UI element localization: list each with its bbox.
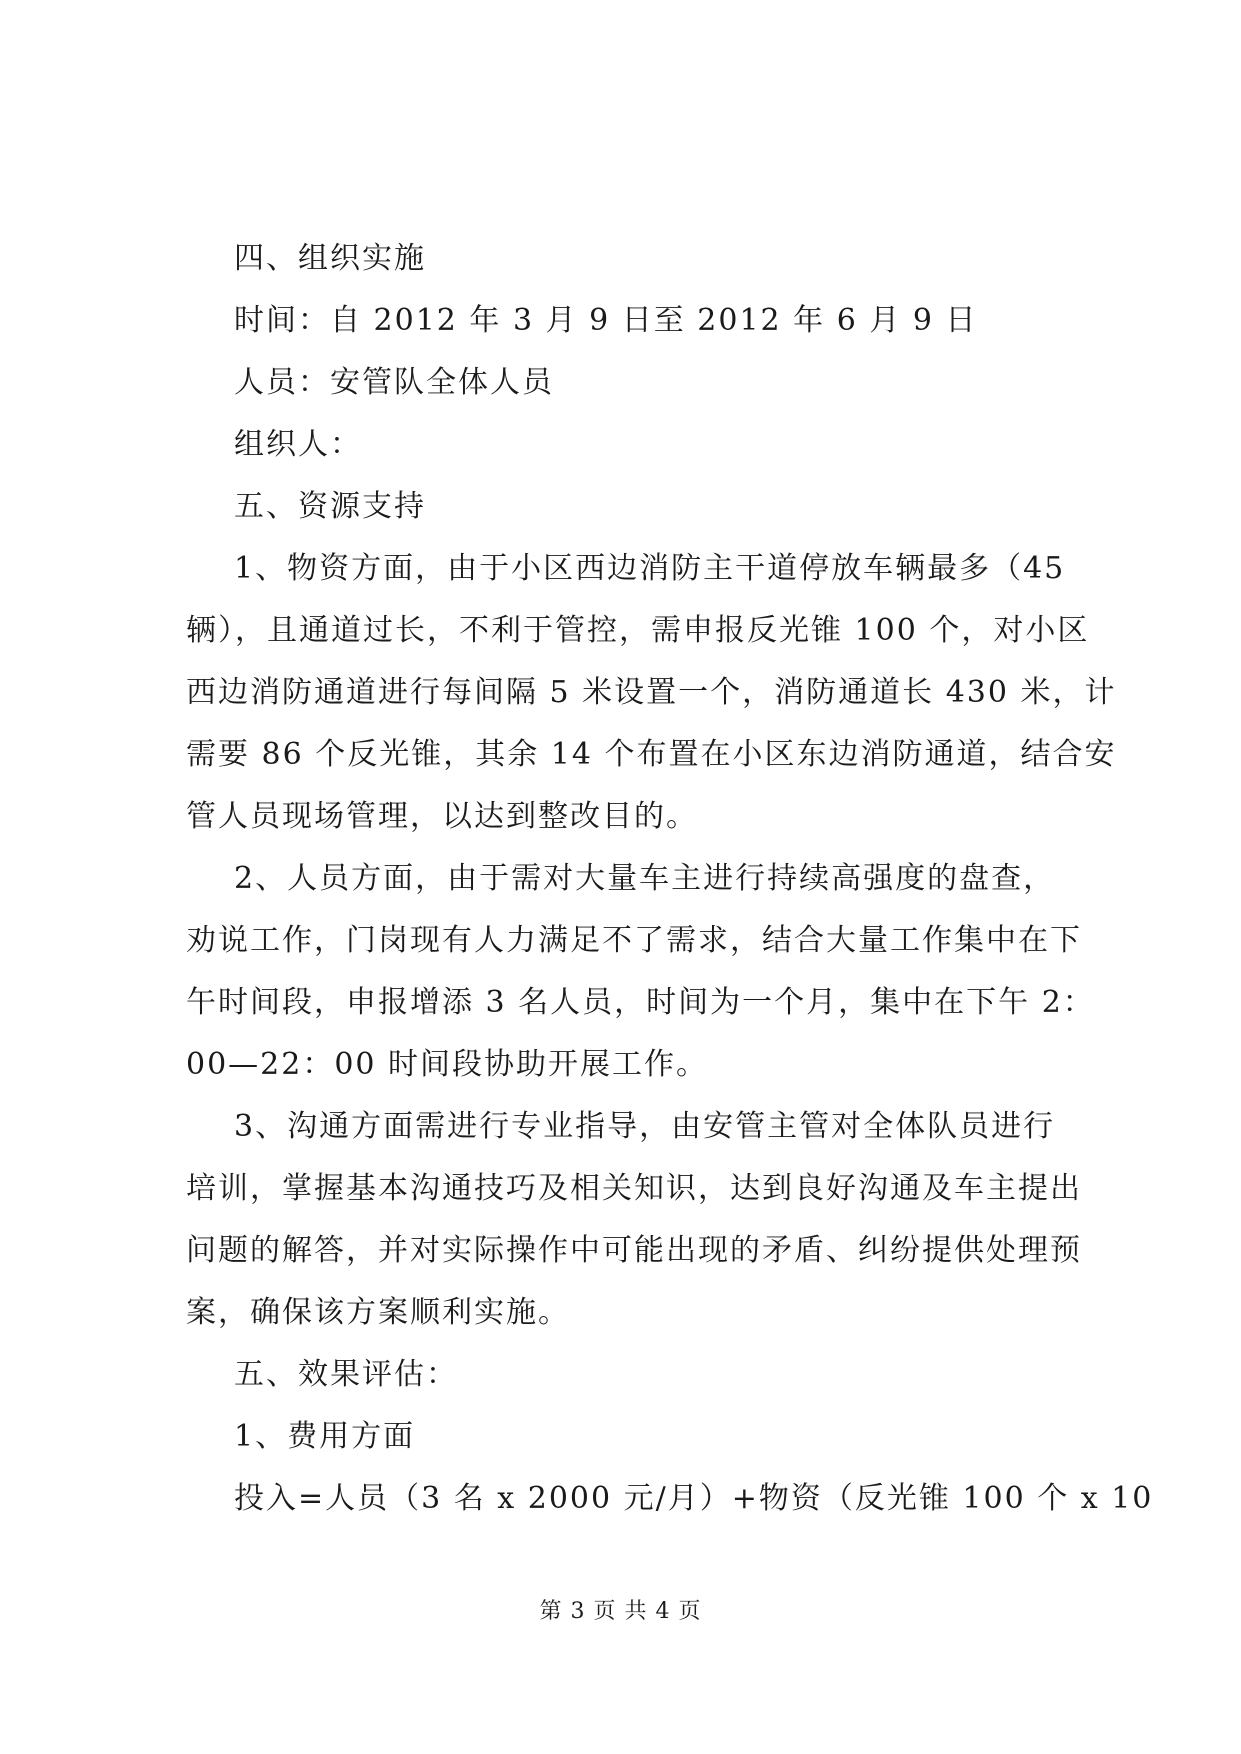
page-footer <box>0 1594 1241 1625</box>
section-heading-resources: 五、资源支持 <box>234 489 426 524</box>
paragraph-staff-line: 午时间段，申报增添 3 名人员，时间为一个月，集中在下午 2： <box>186 985 1095 1020</box>
paragraph-personnel: 人员：安管队全体人员 <box>234 365 554 400</box>
paragraph-materials-line: 辆），且通道过长，不利于管控，需申报反光锥 100 个，对小区 <box>186 613 1090 648</box>
paragraph-cost-heading: 1、费用方面 <box>234 1419 416 1454</box>
paragraph-communication-line: 3、沟通方面需进行专业指导，由安管主管对全体队员进行 <box>234 1109 1056 1144</box>
paragraph-organizer: 组织人： <box>234 427 362 462</box>
section-heading-organization: 四、组织实施 <box>234 241 426 276</box>
paragraph-time: 时间：自 2012 年 3 月 9 日至 2012 年 6 月 9 日 <box>234 303 978 338</box>
paragraph-investment: 投入=人员（3 名 x 2000 元/月）+物资（反光锥 100 个 x 10 <box>234 1481 1154 1516</box>
paragraph-communication-line: 培训，掌握基本沟通技巧及相关知识，达到良好沟通及车主提出 <box>186 1171 1082 1206</box>
paragraph-staff-line: 劝说工作，门岗现有人力满足不了需求，结合大量工作集中在下 <box>186 923 1082 958</box>
paragraph-staff-line: 2、人员方面，由于需对大量车主进行持续高强度的盘查， <box>234 861 1056 896</box>
document-body <box>186 228 1154 1530</box>
paragraph-staff-line: 00—22：00 时间段协助开展工作。 <box>186 1047 709 1082</box>
page-number-label: 第 3 页 共 4 页 <box>539 1599 702 1624</box>
paragraph-materials-line: 管人员现场管理，以达到整改目的。 <box>186 799 698 834</box>
section-heading-evaluation: 五、效果评估： <box>234 1357 458 1392</box>
paragraph-communication-line: 案，确保该方案顺利实施。 <box>186 1295 570 1330</box>
paragraph-materials-line: 西边消防通道进行每间隔 5 米设置一个，消防通道长 430 米，计 <box>186 675 1117 710</box>
paragraph-materials-line: 需要 86 个反光锥，其余 14 个布置在小区东边消防通道，结合安 <box>186 737 1117 772</box>
paragraph-communication-line: 问题的解答，并对实际操作中可能出现的矛盾、纠纷提供处理预 <box>186 1233 1082 1268</box>
paragraph-materials-line: 1、物资方面，由于小区西边消防主干道停放车辆最多（45 <box>234 551 1066 586</box>
